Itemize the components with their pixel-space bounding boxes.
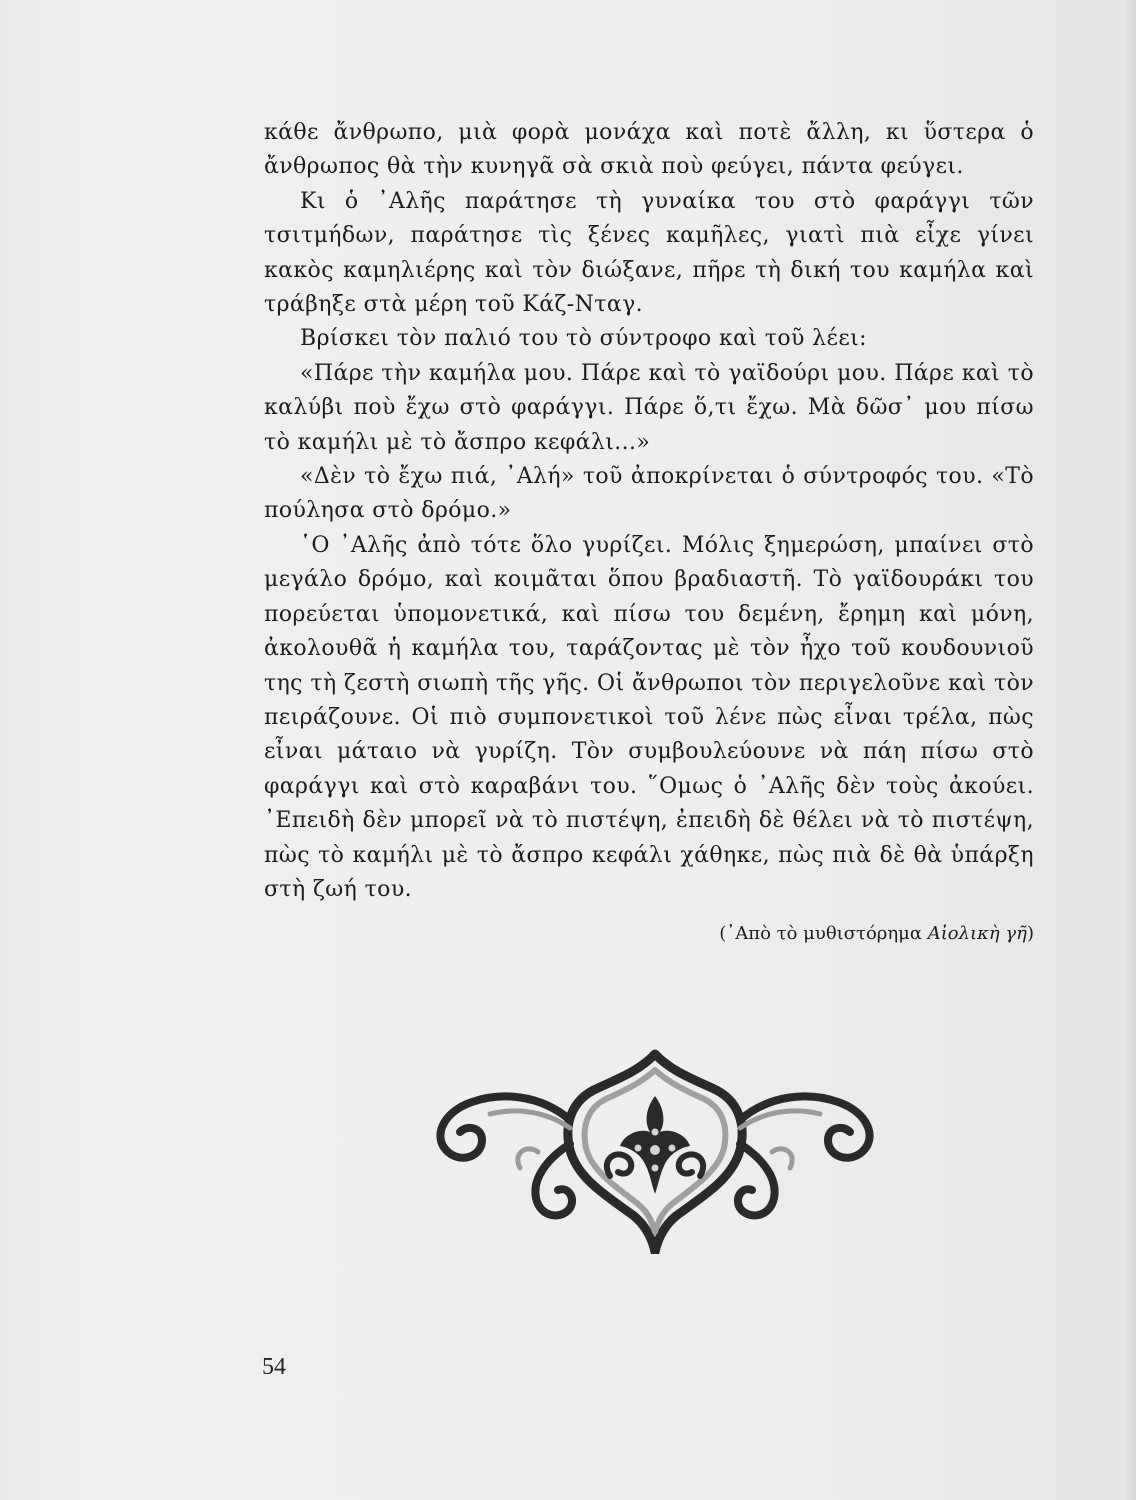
ornament-left-scroll	[440, 1096, 570, 1157]
paragraph-1: κάθε ἄνθρωπο, μιὰ φορὰ μονάχα καὶ ποτὲ ἄλλη, κι ὕστερα ὁ ἄνθρωπος θὰ τὴν κυνηγᾶ σὰ σκιὰ ποὺ φεύγει, πάντα φεύγει.	[264, 120, 1034, 180]
body-text	[264, 116, 1034, 907]
ornament-center-flower	[620, 1096, 690, 1194]
source-citation	[600, 920, 1034, 948]
paragraph-3: Βρίσκει τὸν παλιό του τὸ σύντροφο καὶ τοῦ λέει:	[300, 326, 867, 352]
page-number: 54	[262, 1354, 286, 1380]
source-suffix: )	[1026, 923, 1034, 944]
ornament-vignette-icon	[420, 1048, 890, 1254]
page-edge-shadow	[1124, 0, 1136, 1500]
source-prefix: (᾿Απὸ τὸ μυθιστόρημα	[719, 923, 928, 944]
paragraph-5: «Δὲν τὸ ἔχω πιά, ᾿Αλή» τοῦ ἀποκρίνεται ὁ σύντροφός του. «Τὸ πούλησα στὸ δρόμο.»	[264, 464, 1034, 524]
paragraph-2: Κι ὁ ᾿Αλῆς παράτησε τὴ γυναίκα του στὸ φαράγγι τῶν τσιτμήδων, παράτησε τὶς ξένες καμῆλες, γιατὶ πιὰ εἶχε γίνει κακὸς καμηλιέρης καὶ τὸν διώξανε, πῆρε τὴ δική του καμήλα καὶ τράβηξε στὰ μέρη τοῦ Κάζ-Νταγ.	[264, 188, 1034, 318]
paragraph-4: «Πάρε τὴν καμήλα μου. Πάρε καὶ τὸ γαϊδούρι μου. Πάρε καὶ τὸ καλύβι ποὺ ἔχω στὸ φαράγγι. Πάρε ὅ,τι ἔχω. Μὰ δῶσ᾿ μου πίσω τὸ καμήλι μὲ τὸ ἄσπρο κεφάλι...»	[264, 360, 1034, 455]
source-title: Αἰολικὴ γῆ	[927, 923, 1027, 944]
ornament-right-scroll	[740, 1096, 870, 1157]
paragraph-6: ῾Ο ᾿Αλῆς ἀπὸ τότε ὅλο γυρίζει. Μόλις ξημερώση, μπαίνει στὸ μεγάλο δρόμο, καὶ κοιμᾶται ὅπου βραδιαστῆ. Τὸ γαϊδουράκι του πορεύεται ὑπομονετικά, καὶ πίσω του δεμένη, ἔρημη καὶ μόνη, ἀκολουθᾶ ἡ καμήλα του, ταράζοντας μὲ τὸν ἦχο τοῦ κουδουνιοῦ της τὴ ζεστὴ σιωπὴ τῆς γῆς. Οἱ ἄνθρωποι τὸν περιγελοῦνε καὶ τὸν πειράζουνε. Οἱ πιὸ συμπονετικοὶ τοῦ λένε πὼς εἶναι τρέλα, πὼς εἶναι μάταιο νὰ γυρίζη. Τὸν συμβουλεύουνε νὰ πάη πίσω στὸ φαράγγι καὶ στὸ καραβάνι του. ῞Ομως ὁ ᾿Αλῆς δὲν τοὺς ἀκούει. ᾿Επειδὴ δὲν μπορεῖ νὰ τὸ πιστέψη, ἐπειδὴ δὲ θέλει νὰ τὸ πιστέψη, πὼς τὸ καμήλι μὲ τὸ ἄσπρο κεφάλι χάθηκε, πὼς πιὰ δὲ θὰ ὑπάρξη στὴ ζωή του.	[264, 532, 1034, 902]
